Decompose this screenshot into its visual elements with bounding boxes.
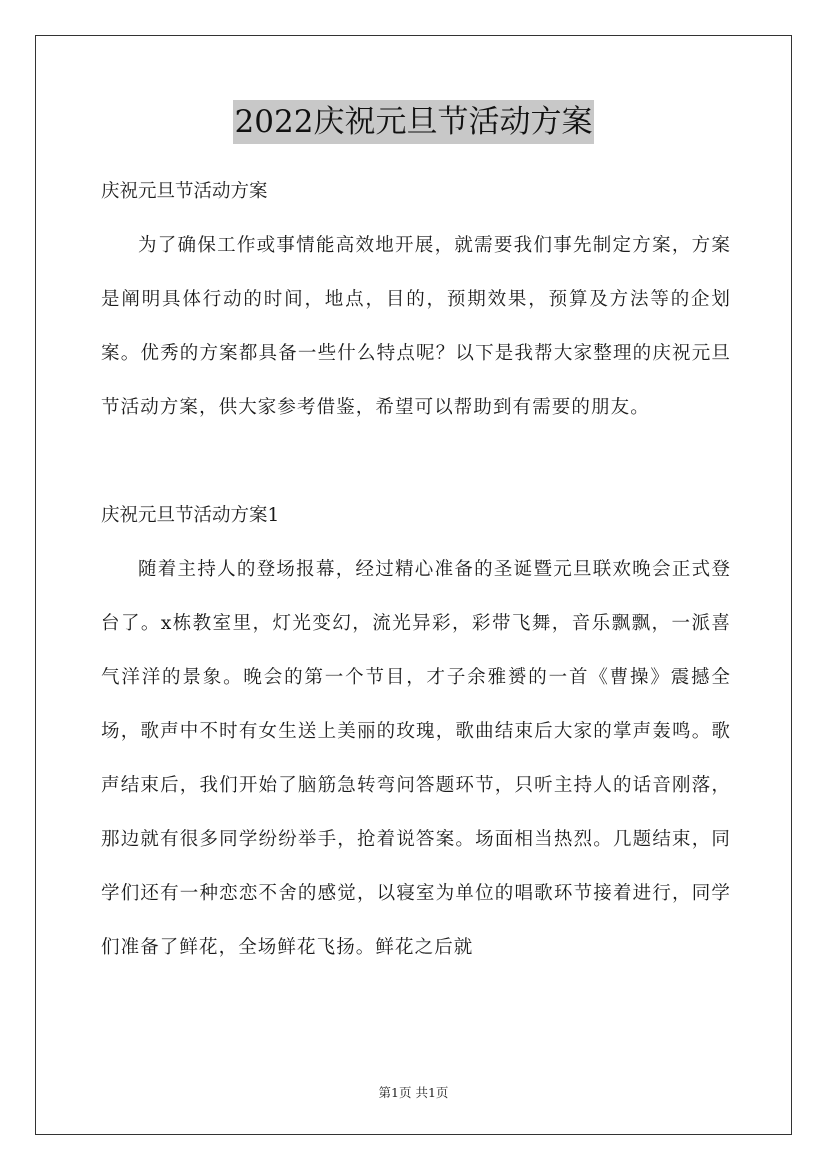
intro-paragraph: 为了确保工作或事情能高效地开展，就需要我们事先制定方案，方案是阐明具体行动的时间，地点，目的，预期效果，预算及方法等的企划案。优秀的方案都具备一些什么特点呢？以下是我帮大家整理的庆祝元旦节活动方案，供大家参考借鉴，希望可以帮助到有需要的朋友。 [101, 235, 731, 418]
document-subtitle: 庆祝元旦节活动方案 [101, 181, 268, 202]
section-paragraph: 随着主持人的登场报幕，经过精心准备的圣诞暨元旦联欢晚会正式登台了。x栋教室里，灯光变幻，流光异彩，彩带飞舞，音乐飘飘，一派喜气洋洋的景象。晚会的第一个节目，才子余雅赟的一首《曹操》震撼全场，歌声中不时有女生送上美丽的玫瑰，歌曲结束后大家的掌声轰鸣。歌声结束后，我们开始了脑筋急转弯问答题环节，只听主持人的话音刚落，那边就有很多同学纷纷举手，抢着说答案。场面相当热烈。几题结束，同学们还有一种恋恋不舍的感觉，以寝室为单位的唱歌环节接着进行，同学们准备了鲜花，全场鲜花飞扬。鲜花之后就 [101, 559, 731, 958]
paragraph-spacer [101, 435, 731, 489]
page-footer: 第1页 共1页 [378, 1085, 449, 1100]
document-title: 2022庆祝元旦节活动方案 [233, 100, 595, 144]
title-container [0, 100, 827, 144]
section-heading: 庆祝元旦节活动方案1 [101, 505, 280, 526]
document-body [101, 165, 731, 975]
